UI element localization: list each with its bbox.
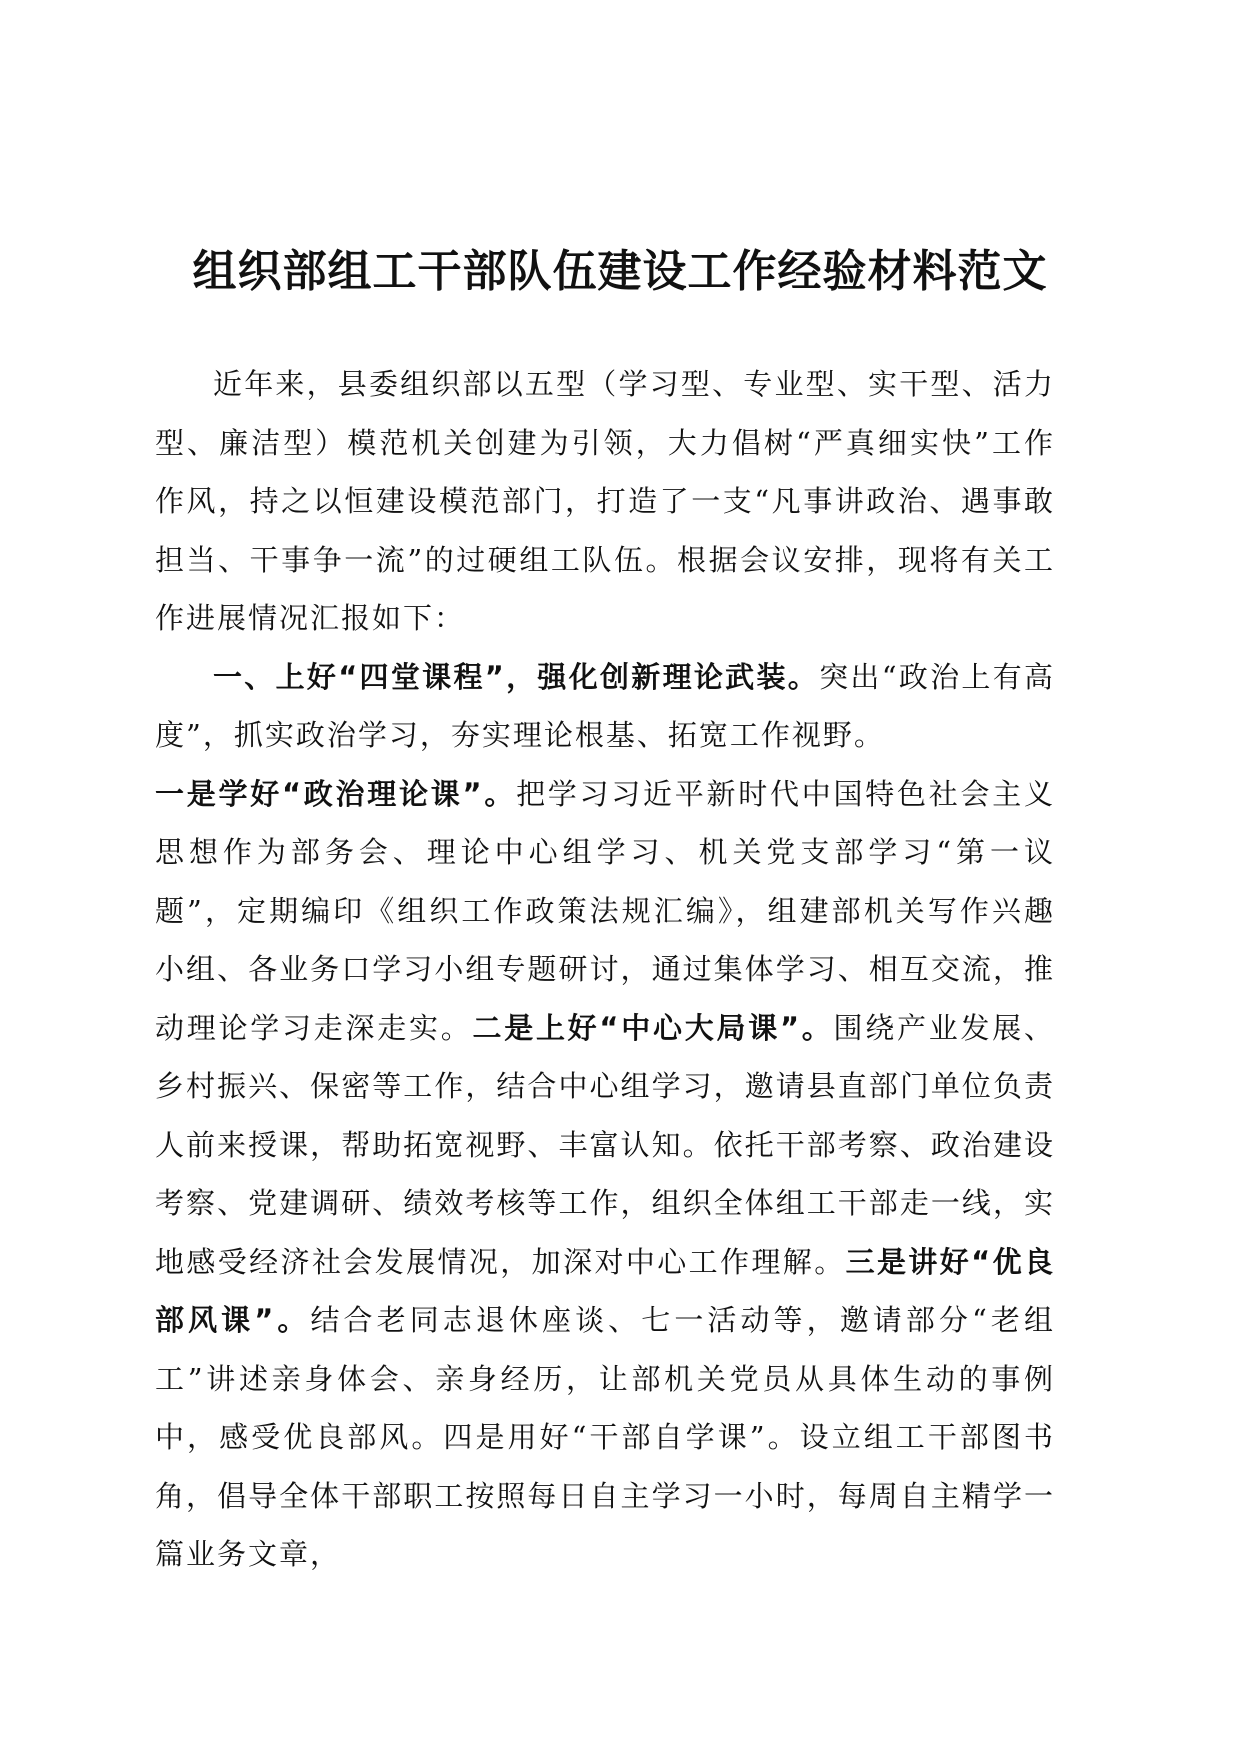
item-3-heading: 三是讲好“优良部风课”。 — [155, 1244, 1055, 1337]
document-body — [155, 355, 1055, 1584]
item-2-text: 围绕产业发展、乡村振兴、保密等工作，结合中心组学习，邀请县直部门单位负责人前来授课，帮助拓宽视野、丰富认知。依托干部考察、政治建设考察、党建调研、绩效考核等工作，组织全体组工干部走一线，实地感受经济社会发展情况，加深对中心工作理解。 — [155, 1010, 1055, 1279]
item-1-text: 把学习习近平新时代中国特色社会主义思想作为部务会、理论中心组学习、机关党支部学习“第一议题”，定期编印《组织工作政策法规汇编》，组建部机关写作兴趣小组、各业务口学习小组专题研讨，通过集体学习、相互交流，推动理论学习走深走实。 — [155, 776, 1055, 1045]
section-1-lead: 突出“政治上有高度”，抓实政治学习，夯实理论根基、拓宽工作视野。 — [155, 659, 1056, 752]
item-2-heading: 二是上好“中心大局课”。 — [472, 1010, 834, 1045]
section-1-paragraph — [155, 648, 1055, 1584]
intro-paragraph: 近年来，县委组织部以五型（学习型、专业型、实干型、活力型、廉洁型）模范机关创建为引领，大力倡树“严真细实快”工作作风，持之以恒建设模范部门，打造了一支“凡事讲政治、遇事敢担当、干事争一流”的过硬组工队伍。根据会议安排，现将有关工作进展情况汇报如下： — [155, 367, 1055, 635]
item-3-text: 结合老同志退休座谈、七一活动等，邀请部分“老组工”讲述亲身体会、亲身经历，让部机关党员从具体生动的事例中，感受优良部风。四是用好“干部自学课”。设立组工干部图书角，倡导全体干部职工按照每日自主学习一小时，每周自主精学一篇业务文章， — [155, 1303, 1055, 1571]
item-1-heading: 一是学好“政治理论课”。 — [155, 776, 517, 811]
document-title: 组织部组工干部队伍建设工作经验材料范文 — [192, 246, 1048, 297]
section-1-heading: 一、上好“四堂课程”，强化创新理论武装。 — [213, 659, 820, 694]
